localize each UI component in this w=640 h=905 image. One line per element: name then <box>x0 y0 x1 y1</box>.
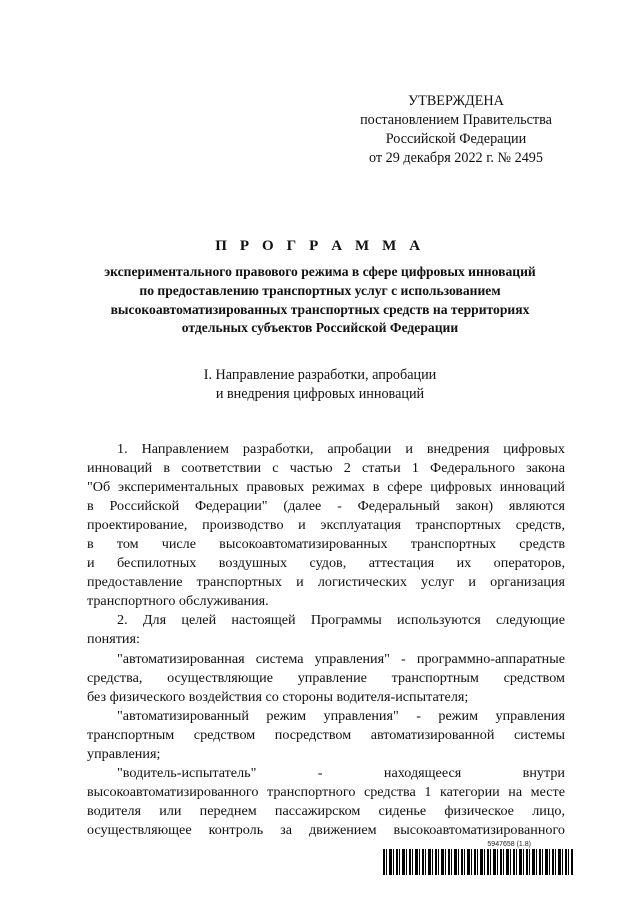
barcode-id: 5947658 (1.8) <box>487 841 531 848</box>
approval-line: постановлением Правительства <box>360 112 552 128</box>
paragraph-line: осуществляющее контроль за движением высокоавтоматизированного <box>87 821 565 838</box>
paragraph-line: понятия: <box>87 631 140 648</box>
subtitle-line: по предоставлению транспортных услуг с использованием <box>139 282 501 298</box>
approval-line: Российской Федерации <box>385 131 527 147</box>
approval-date: от 29 декабря 2022 г. № 2495 <box>369 150 543 166</box>
paragraph-line: водителя или переднем пассажирском сиденье физическое лицо, <box>87 802 565 819</box>
paragraph-line: средства, осуществляющие управление транспортным средством <box>87 669 565 686</box>
program-title: П Р О Г Р А М М А <box>215 238 425 254</box>
section-heading-line: и внедрения цифровых инноваций <box>215 386 425 402</box>
paragraph-line: "Об экспериментальных правовых режимах в сфере цифровых инноваций <box>87 479 565 496</box>
paragraph-line: "автоматизированный режим управления" - режим управления <box>117 707 565 724</box>
paragraph-line: транспортного обслуживания. <box>87 593 269 610</box>
paragraph-line: в том числе высокоавтоматизированных транспортных средств <box>87 536 565 553</box>
paragraph-line: управления; <box>87 745 161 762</box>
subtitle-line: высокоавтоматизированных транспортных средств на территориях <box>110 301 530 317</box>
barcode <box>383 840 573 875</box>
paragraph-line: инноваций в соответствии с частью 2 статьи 1 Федерального закона <box>87 460 565 477</box>
paragraph-line: высокоавтоматизированного транспортного средства 1 категории на месте <box>87 783 565 800</box>
paragraph-line: и беспилотных воздушных судов, аттестация их операторов, <box>87 555 565 572</box>
barcode-bars <box>383 849 573 875</box>
paragraph-line: предоставление транспортных и логистических услуг и организация <box>87 574 565 591</box>
section-heading-line: I. Направление разработки, апробации <box>203 367 437 383</box>
approval-title: УТВЕРЖДЕНА <box>408 93 504 109</box>
paragraph-line: транспортным средством посредством автоматизированной системы <box>87 726 565 743</box>
subtitle-line: отдельных субъектов Российской Федерации <box>181 320 459 336</box>
section-heading <box>60 366 580 404</box>
paragraph-line: без физического воздействия со стороны водителя-испытателя; <box>87 688 469 705</box>
paragraph-line: "автоматизированная система управления" - программно-аппаратные <box>117 650 565 667</box>
body-text <box>87 440 565 840</box>
paragraph-line: в Российской Федерации" (далее - Федеральный закон) являются <box>87 498 565 515</box>
program-subtitle <box>60 263 580 338</box>
paragraph-line: "водитель-испытатель" - находящееся внутри <box>117 764 565 781</box>
paragraph-line: 2. Для целей настоящей Программы используются следующие <box>117 612 565 629</box>
subtitle-line: экспериментального правового режима в сфере цифровых инноваций <box>104 264 536 279</box>
approval-stamp <box>340 92 572 168</box>
paragraph-line: 1. Направлением разработки, апробации и внедрения цифровых <box>117 441 565 457</box>
paragraph-line: проектирование, производство и эксплуатация транспортных средств, <box>87 517 565 534</box>
